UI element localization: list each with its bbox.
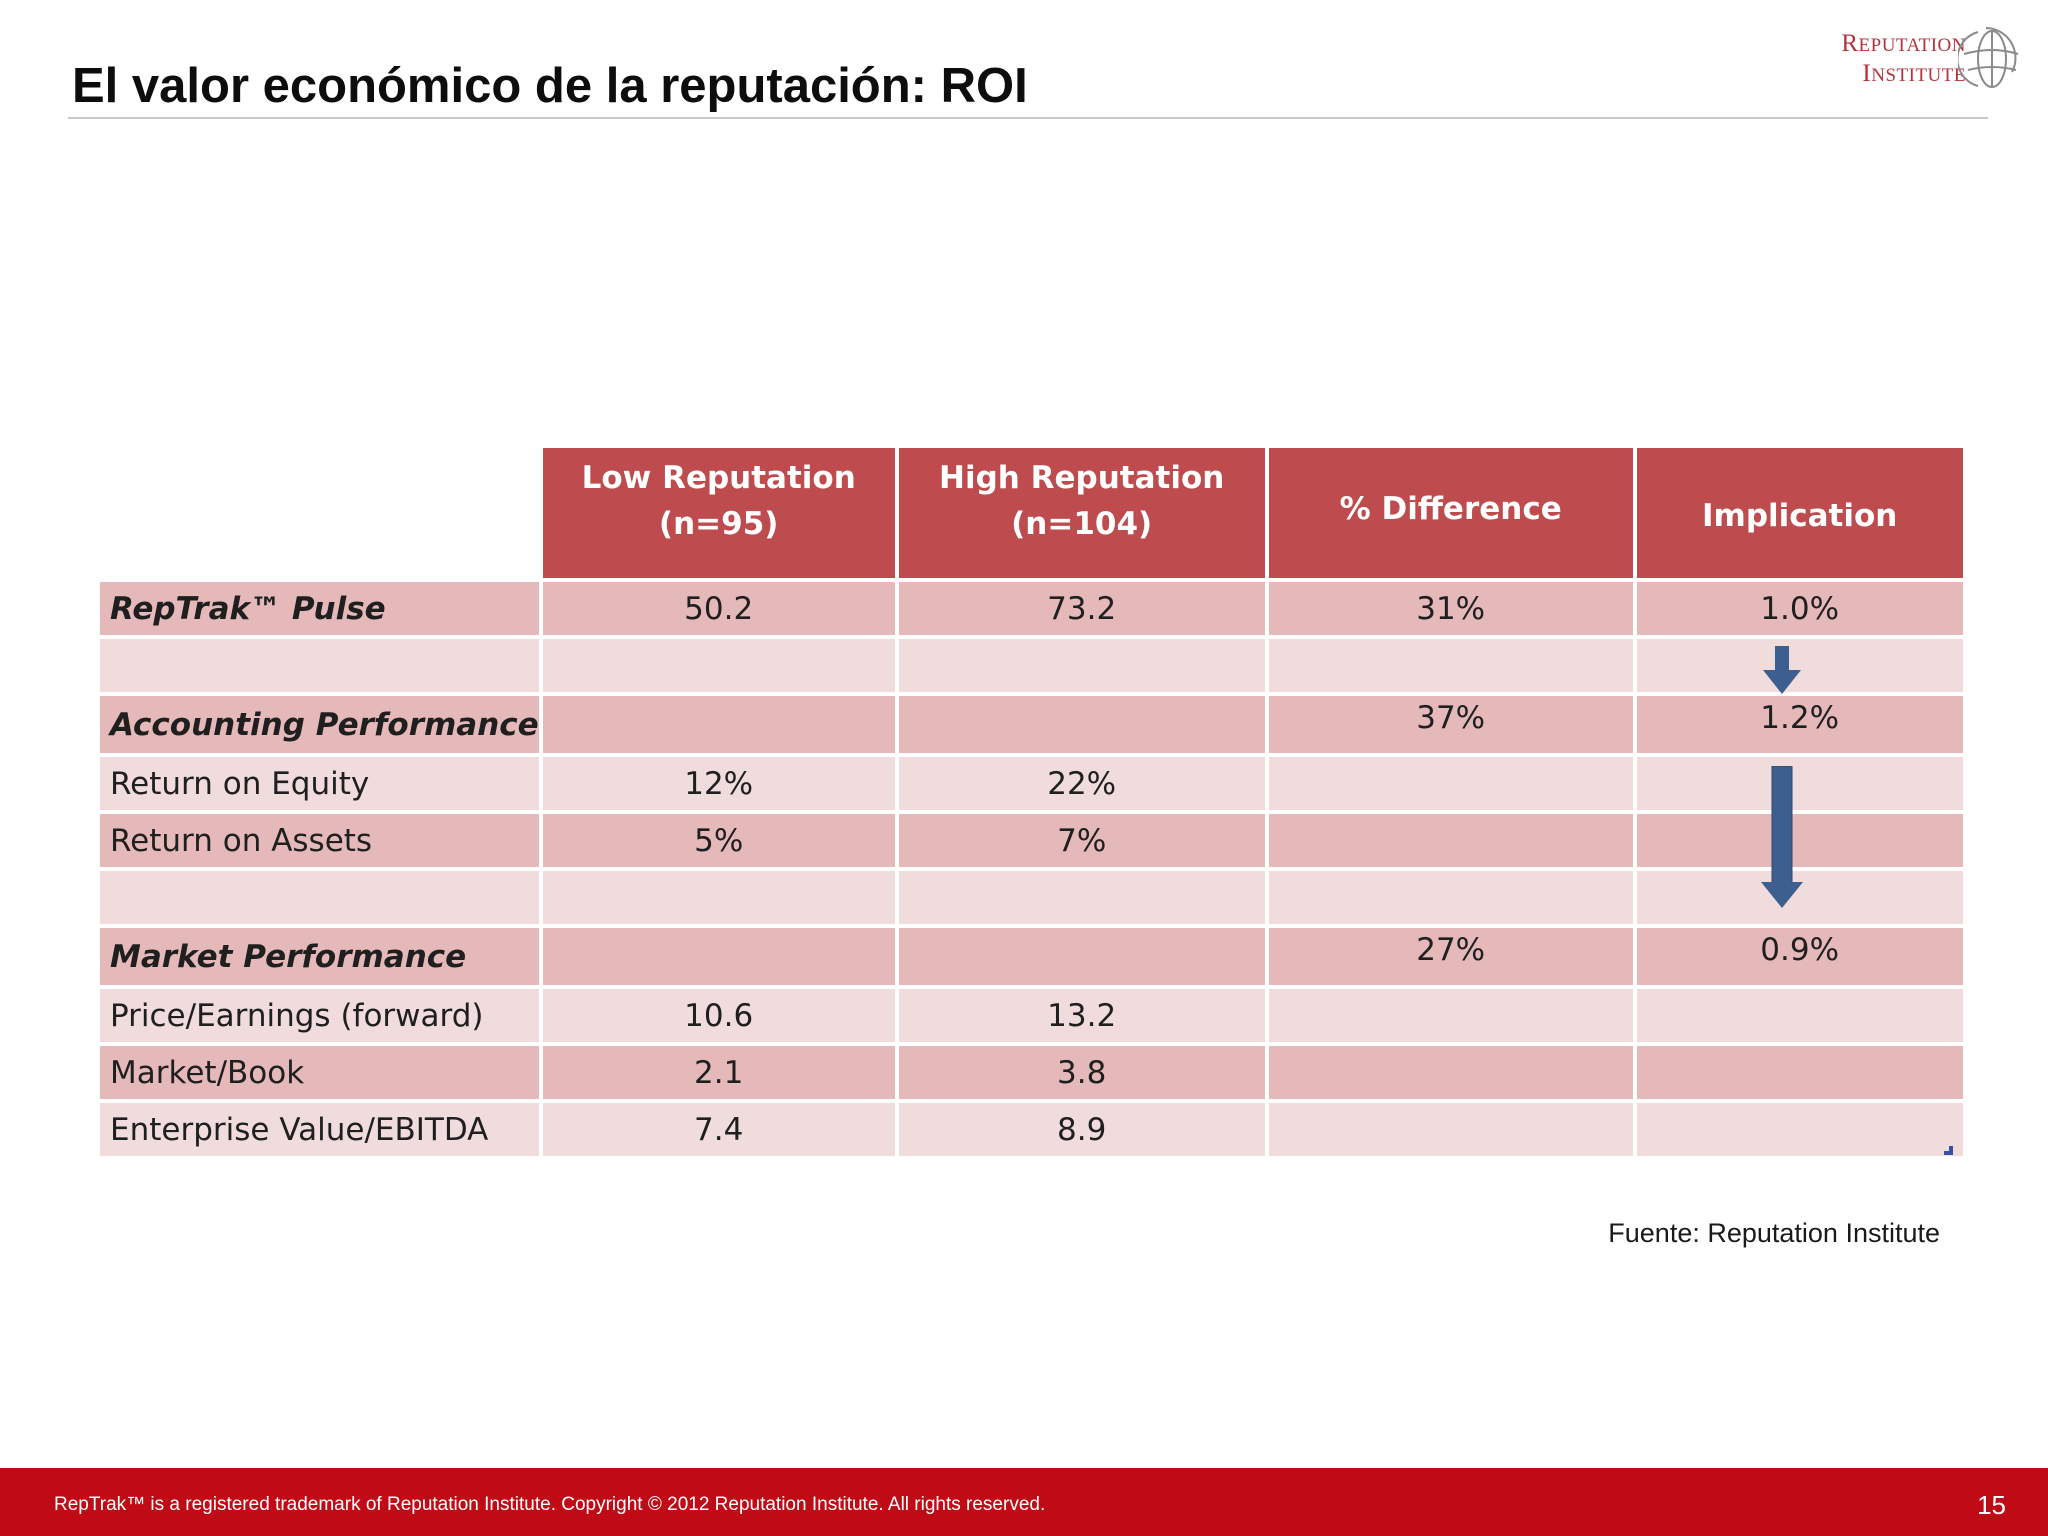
cell-high [899, 871, 1265, 924]
cell-impl [1637, 989, 1963, 1042]
reputation-roi-table [96, 444, 1967, 1160]
cell-impl [1637, 1046, 1963, 1099]
data-table [96, 444, 1967, 1160]
cell-impl: 1.0% [1637, 582, 1963, 635]
cell-high: 7% [899, 814, 1265, 867]
cell-high [899, 928, 1265, 985]
cell-diff [1269, 1046, 1633, 1099]
cell-diff [1269, 989, 1633, 1042]
down-arrow-icon [1762, 646, 1802, 696]
row-label: Enterprise Value/EBITDA [100, 1103, 539, 1156]
cell-diff [1269, 814, 1633, 867]
cell-diff [1269, 871, 1633, 924]
cell-diff: 27% [1269, 928, 1633, 985]
logo-line-1: REPUTATION [1841, 30, 1966, 57]
cell-low [543, 696, 895, 753]
globe-icon [1958, 24, 2020, 94]
cell-diff: 37% [1269, 696, 1633, 753]
header-low-reputation: Low Reputation (n=95) [543, 448, 895, 578]
cell-diff [1269, 757, 1633, 810]
cell-high [899, 639, 1265, 692]
cell-low: 12% [543, 757, 895, 810]
row-label [100, 871, 539, 924]
row-label [100, 639, 539, 692]
row-label: RepTrak™ Pulse [100, 582, 539, 635]
row-label: Accounting Performance [100, 696, 539, 753]
cell-high: 73.2 [899, 582, 1265, 635]
cell-high: 8.9 [899, 1103, 1265, 1156]
cell-diff [1269, 1103, 1633, 1156]
cell-diff: 31% [1269, 582, 1633, 635]
cell-impl: 0.9% [1637, 928, 1963, 985]
corner-marker [1944, 1142, 1953, 1151]
row-label: Return on Equity [100, 757, 539, 810]
reputation-institute-logo [1808, 24, 2020, 94]
row-label: Market/Book [100, 1046, 539, 1099]
cell-diff [1269, 639, 1633, 692]
row-label: Return on Assets [100, 814, 539, 867]
header-percent-difference: % Difference [1269, 448, 1633, 578]
table-header-row [100, 448, 1963, 578]
table-row [100, 871, 1963, 924]
slide-title: El valor económico de la reputación: ROI [72, 59, 1028, 113]
title-divider [68, 117, 1988, 119]
cell-impl [1637, 1103, 1963, 1156]
cell-low: 5% [543, 814, 895, 867]
table-row [100, 928, 1963, 985]
header-blank-cell [100, 448, 539, 578]
cell-low [543, 639, 895, 692]
cell-low: 50.2 [543, 582, 895, 635]
cell-low: 7.4 [543, 1103, 895, 1156]
cell-high: 3.8 [899, 1046, 1265, 1099]
cell-high [899, 696, 1265, 753]
source-caption: Fuente: Reputation Institute [1608, 1218, 1940, 1248]
header-high-reputation: High Reputation (n=104) [899, 448, 1265, 578]
table-row [100, 814, 1963, 867]
cell-high: 13.2 [899, 989, 1265, 1042]
page-number: 15 [1977, 1490, 2006, 1520]
table-row [100, 696, 1963, 753]
table-row [100, 1046, 1963, 1099]
down-arrow-icon [1760, 766, 1804, 908]
row-label: Market Performance [100, 928, 539, 985]
table-row [100, 757, 1963, 810]
table-row [100, 1103, 1963, 1156]
cell-low [543, 871, 895, 924]
cell-impl: 1.2% [1637, 696, 1963, 753]
table-row [100, 582, 1963, 635]
cell-high: 22% [899, 757, 1265, 810]
logo-wordmark [1841, 30, 1966, 90]
copyright-text: RepTrak™ is a registered trademark of Reputation Institute. Copyright © 2012 Reputation Institute. All rights reserved. [54, 1494, 1046, 1515]
logo-line-2: INSTITUTE [1862, 60, 1966, 87]
cell-low [543, 928, 895, 985]
cell-low: 2.1 [543, 1046, 895, 1099]
row-label: Price/Earnings (forward) [100, 989, 539, 1042]
cell-low: 10.6 [543, 989, 895, 1042]
header-implication: Implication [1637, 448, 1963, 578]
table-row [100, 989, 1963, 1042]
footer-bar [0, 1468, 2048, 1536]
table-row [100, 639, 1963, 692]
